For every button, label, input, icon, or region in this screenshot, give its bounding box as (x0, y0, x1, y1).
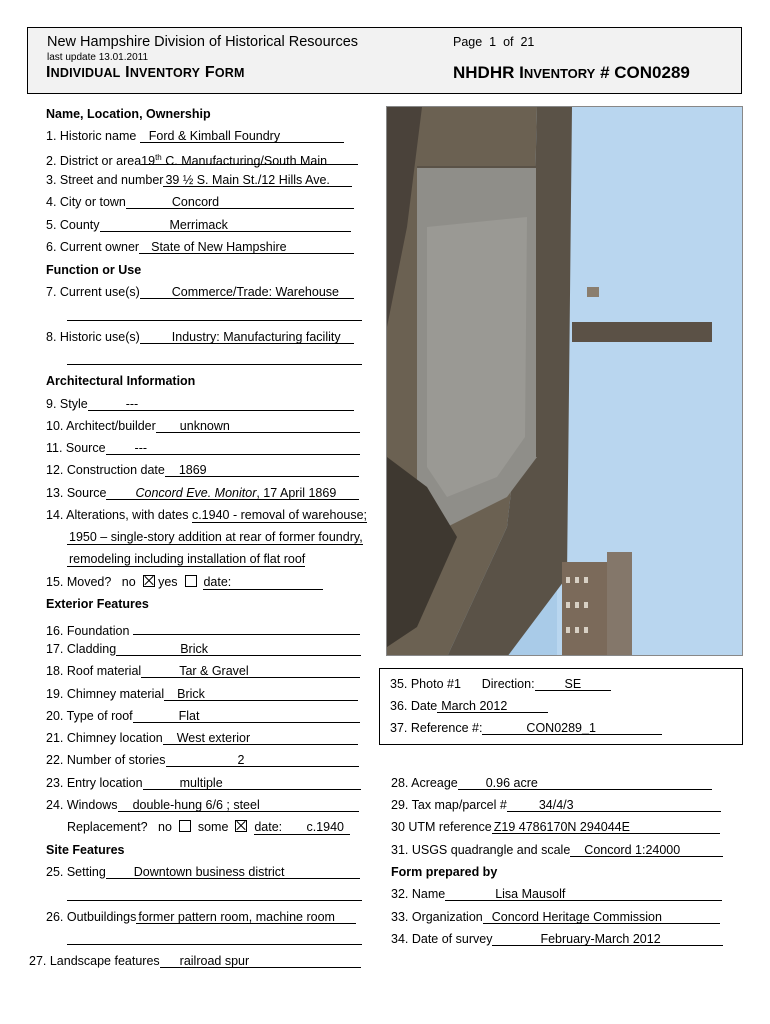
section-name-location: Name, Location, Ownership (46, 107, 211, 121)
section-exterior: Exterior Features (46, 597, 149, 611)
field-historic-use: 8. Historic use(s) Industry: Manufacturing facility (46, 330, 354, 344)
photo-info-box (379, 668, 743, 745)
field-county: 5. County Merrimack (46, 218, 351, 232)
field-windows-replacement: Replacement? no some date: c.1940 (67, 820, 350, 835)
blank-line (67, 900, 362, 901)
field-district: 2. District or area19th C. Manufacturing/South Main (46, 151, 358, 168)
field-source-2: 13. Source Concord Eve. Monitor, 17 April 1869 (46, 486, 359, 500)
blank-line (67, 320, 362, 321)
photo-reference: 37. Reference #: CON0289_1 (390, 721, 662, 735)
inventory-number: NHDHR INVENTORY # CON0289 (453, 63, 690, 82)
photo-date: 36. Date March 2012 (390, 699, 548, 713)
field-acreage: 28. Acreage 0.96 acre (391, 776, 712, 790)
moved-yes-checkbox[interactable] (185, 575, 197, 587)
section-architectural: Architectural Information (46, 374, 196, 388)
field-alterations: 14. Alterations, with dates c.1940 - removal of warehouse; (46, 508, 368, 522)
moved-no-checkbox[interactable] (143, 575, 155, 587)
field-roof-material: 18. Roof material Tar & Gravel (46, 664, 360, 678)
field-construction-date: 12. Construction date 1869 (46, 463, 359, 477)
field-cladding: 17. Cladding Brick (46, 642, 361, 656)
section-function: Function or Use (46, 263, 142, 277)
field-landscape: 27. Landscape features railroad spur (29, 954, 361, 968)
field-stories: 22. Number of stories 2 (46, 753, 359, 767)
field-entry-location: 23. Entry location multiple (46, 776, 361, 790)
property-photo (386, 106, 743, 656)
field-alterations-3: remodeling including installation of flat roof (69, 552, 306, 566)
form-title: INDIVIDUAL INVENTORY FORM (46, 64, 245, 81)
organization-name: New Hampshire Division of Historical Resources (47, 34, 359, 50)
field-foundation: 16. Foundation (46, 620, 360, 638)
field-source-1: 11. Source --- (46, 441, 360, 455)
section-prepared: Form prepared by (391, 865, 498, 879)
field-tax-map: 29. Tax map/parcel # 34/4/3 (391, 798, 721, 812)
field-utm: 30 UTM reference Z19 4786170N 294044E (391, 820, 720, 834)
blank-line (67, 364, 362, 365)
field-outbuildings: 26. Outbuildings former pattern room, machine room (46, 910, 356, 924)
replacement-no-checkbox[interactable] (179, 820, 191, 832)
field-survey-date: 34. Date of survey February-March 2012 (391, 932, 723, 946)
field-roof-type: 20. Type of roof Flat (46, 709, 360, 723)
field-street: 3. Street and number 39 ½ S. Main St./12 Hills Ave. (46, 173, 352, 187)
field-architect: 10. Architect/builder unknown (46, 419, 360, 433)
field-preparer-name: 32. Name Lisa Mausolf (391, 887, 722, 901)
field-alterations-2: 1950 – single-story addition at rear of former foundry, (69, 530, 363, 544)
field-usgs: 31. USGS quadrangle and scale Concord 1:24000 (391, 843, 723, 857)
blank-line (67, 944, 362, 945)
form-header (27, 27, 742, 94)
field-setting: 25. Setting Downtown business district (46, 865, 360, 879)
field-current-owner: 6. Current owner State of New Hampshire (46, 240, 354, 254)
page-indicator: Page 1 of 21 (453, 35, 535, 49)
field-moved: 15. Moved? no yes date: (46, 575, 323, 590)
field-current-use: 7. Current use(s) Commerce/Trade: Warehouse (46, 285, 354, 299)
section-site: Site Features (46, 843, 125, 857)
photo-number: 35. Photo #1 Direction: SE (390, 677, 611, 691)
last-update: last update 13.01.2011 (47, 52, 149, 63)
field-chimney-location: 21. Chimney location West exterior (46, 731, 358, 745)
field-style: 9. Style --- (46, 397, 354, 411)
field-city: 4. City or town Concord (46, 195, 354, 209)
replacement-some-checkbox[interactable] (235, 820, 247, 832)
field-historic-name: 1. Historic name Ford & Kimball Foundry (46, 129, 344, 143)
field-windows: 24. Windows double-hung 6/6 ; steel (46, 798, 359, 812)
field-organization: 33. Organization Concord Heritage Commission (391, 910, 720, 924)
field-chimney-material: 19. Chimney material Brick (46, 687, 358, 701)
